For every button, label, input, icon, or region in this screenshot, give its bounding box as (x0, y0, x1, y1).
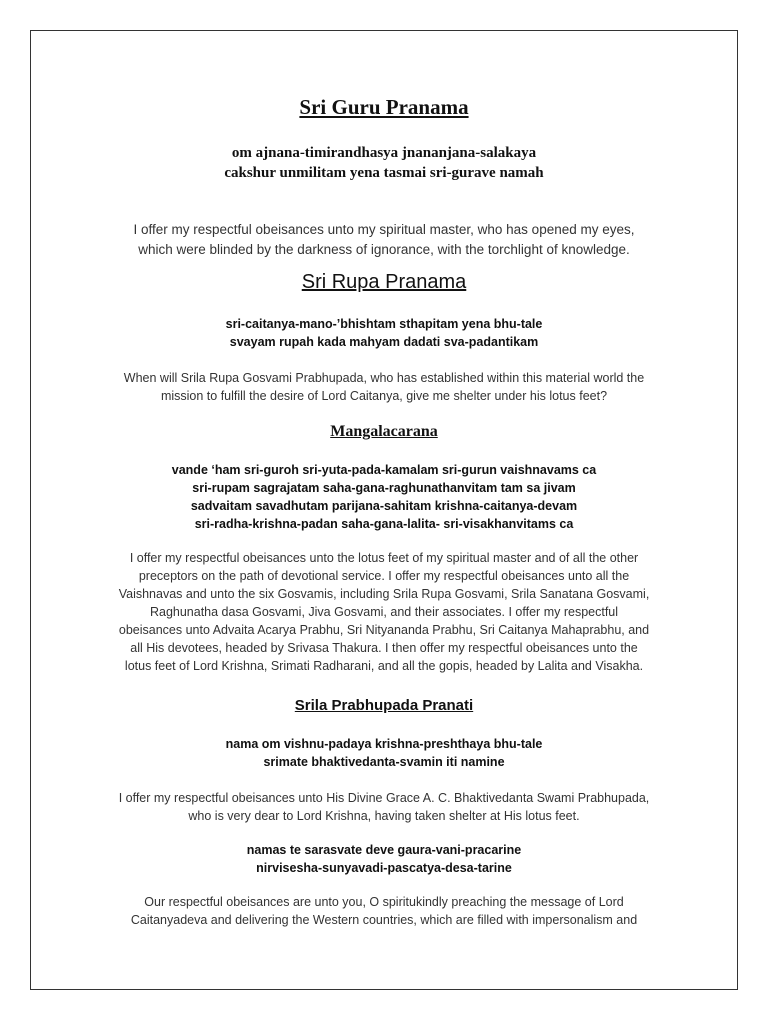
verse-line: sri-rupam sagrajatam saha-gana-raghunathanvitam tam sa jivam (192, 481, 576, 495)
verse-line: namas te sarasvate deve gaura-vani-pracarine (246, 843, 522, 857)
verse-block (31, 735, 737, 771)
translation-line: obeisances unto Advaita Acarya Prabhu, Sri Nityananda Prabhu, Sri Caitanya Mahaprabhu, and (118, 623, 650, 637)
verse-line: svayam rupah kada mahyam dadati sva-padantikam (229, 335, 539, 349)
verse-line: nirvisesha-sunyavadi-pascatya-desa-tarine (256, 861, 512, 875)
translation-line: Caitanyadeva and delivering the Western countries, which are filled with impersonalism and (130, 913, 638, 927)
translation-line: which were blinded by the darkness of ignorance, with the torchlight of knowledge. (138, 242, 630, 257)
translation-line: Vaishnavas and unto the six Gosvamis, including Srila Rupa Gosvami, Srila Sanatana Gosvami, (118, 587, 650, 601)
verse-line: sri-radha-krishna-padan saha-gana-lalita- sri-visakhanvitams ca (194, 517, 574, 531)
verse-block (31, 315, 737, 351)
section-sri-guru-pranama (31, 95, 737, 120)
translation-line: mission to fulfill the desire of Lord Caitanya, give me shelter under his lotus feet? (160, 389, 608, 403)
translation-block (31, 369, 737, 405)
verse-line: om ajnana-timirandhasya jnananjana-salakaya (231, 145, 537, 161)
translation-line: lotus feet of Lord Krishna, Srimati Radharani, and all the gopis, headed by Lalita and Visakha. (124, 659, 644, 673)
translation-line: all His devotees, headed by Srivasa Thakura. I then offer my respectful obeisances unto the (130, 641, 638, 655)
translation-line: Raghunatha dasa Gosvami, Jiva Gosvami, and their associates. I offer my respectful (149, 605, 619, 619)
translation-block (31, 549, 737, 675)
verse-line: sri-caitanya-mano-’bhishtam sthapitam yena bhu-tale (225, 317, 543, 331)
section-title: Sri Rupa Pranama (301, 271, 467, 293)
verse-line: cakshur unmilitam yena tasmai sri-gurave namah (224, 165, 544, 181)
translation-line: Our respectful obeisances are unto you, O spiritukindly preaching the message of Lord (144, 895, 624, 909)
translation-line: preceptors on the path of devotional service. I offer my respectful obeisances unto all the (138, 569, 630, 583)
document-page (30, 30, 738, 990)
translation-block (31, 893, 737, 929)
verse-block (31, 461, 737, 533)
translation-line: When will Srila Rupa Gosvami Prabhupada, who has established within this material world the (123, 371, 645, 385)
translation-line: who is very dear to Lord Krishna, having taken shelter at His lotus feet. (188, 809, 580, 823)
section-title: Srila Prabhupada Pranati (294, 697, 474, 714)
section-srila-prabhupada-pranati (31, 697, 737, 714)
verse-block (31, 841, 737, 877)
translation-block (31, 220, 737, 260)
verse-block (31, 143, 737, 183)
translation-block (31, 789, 737, 825)
section-title: Sri Guru Pranama (299, 95, 469, 119)
translation-line: I offer my respectful obeisances unto His Divine Grace A. C. Bhaktivedanta Swami Prabhupada, (118, 791, 650, 805)
section-sri-rupa-pranama (31, 271, 737, 294)
verse-line: sadvaitam savadhutam parijana-sahitam krishna-caitanya-devam (190, 499, 578, 513)
verse-line: srimate bhaktivedanta-svamin iti namine (263, 755, 505, 769)
translation-line: I offer my respectful obeisances unto the lotus feet of my spiritual master and of all the other (129, 551, 639, 565)
section-title: Mangalacarana (330, 423, 438, 440)
translation-line: I offer my respectful obeisances unto my spiritual master, who has opened my eyes, (133, 222, 635, 237)
verse-line: vande ‘ham sri-guroh sri-yuta-pada-kamalam sri-gurun vaishnavams ca (171, 463, 597, 477)
verse-line: nama om vishnu-padaya krishna-preshthaya bhu-tale (225, 737, 543, 751)
section-mangalacarana (31, 423, 737, 441)
